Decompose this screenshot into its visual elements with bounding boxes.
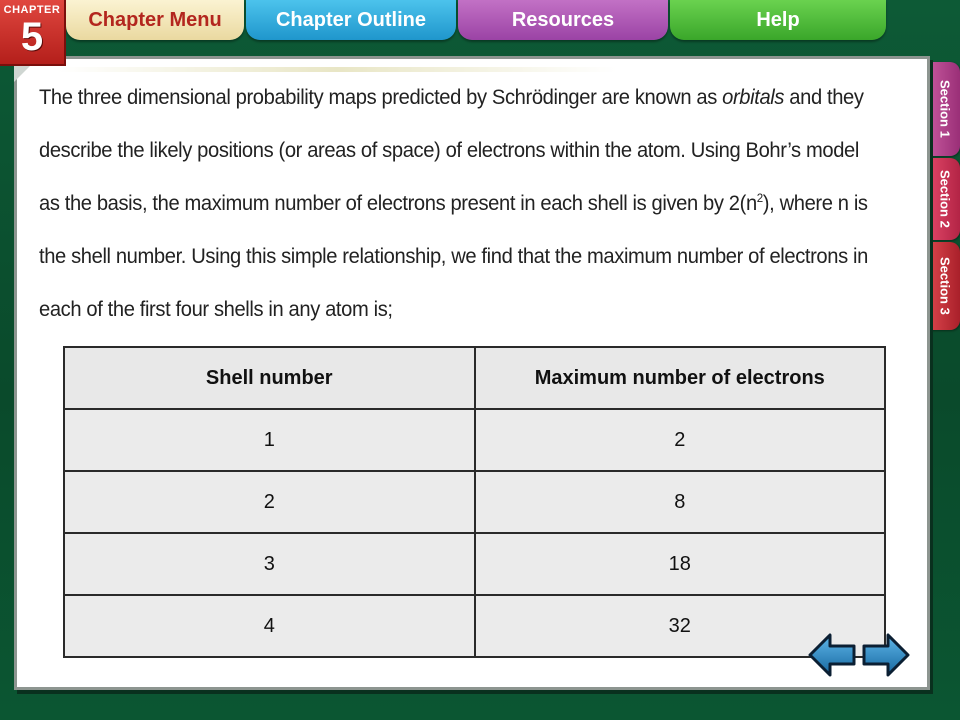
chapter-number: 5: [20, 15, 44, 59]
chapter-label: CHAPTER: [3, 4, 61, 16]
content-panel: [14, 56, 930, 690]
table-header-shell: Shell number: [64, 347, 475, 409]
table-row: [64, 533, 885, 595]
table-header-max-electrons: Maximum number of electrons: [475, 347, 886, 409]
table-row: [64, 595, 885, 657]
table-header-row: [64, 347, 885, 409]
table-row: [64, 471, 885, 533]
tab-chapter-outline[interactable]: Chapter Outline: [246, 0, 456, 40]
paragraph-superscript: 2: [756, 191, 763, 205]
section-tab-1[interactable]: Section 1: [930, 62, 960, 156]
table-cell: 18: [475, 533, 886, 595]
table-cell: 3: [64, 533, 475, 595]
shell-table: [63, 346, 886, 658]
chapter-badge[interactable]: [0, 0, 66, 66]
right-arrow-icon[interactable]: [862, 632, 910, 678]
section-tab-2[interactable]: Section 2: [930, 158, 960, 240]
section-tab-3[interactable]: Section 3: [930, 242, 960, 330]
table-cell: 4: [64, 595, 475, 657]
tab-help[interactable]: Help: [670, 0, 886, 40]
table-cell: 1: [64, 409, 475, 471]
tab-resources[interactable]: Resources: [458, 0, 668, 40]
body-paragraph: [39, 71, 874, 336]
paragraph-text-3: ), where n is the shell number. Using this simple relationship, we find that the maximum number of electrons in each of the first four shells in any atom is;: [39, 192, 868, 321]
paragraph-emphasis: orbitals: [722, 86, 785, 109]
tab-chapter-menu[interactable]: Chapter Menu: [66, 0, 244, 40]
left-arrow-icon[interactable]: [808, 632, 856, 678]
paragraph-text-1: The three dimensional probability maps predicted by Schrödinger are known as: [39, 86, 723, 109]
table-row: [64, 409, 885, 471]
table-cell: 2: [64, 471, 475, 533]
table-cell: 2: [475, 409, 886, 471]
paragraph-text-2: and they describe the likely positions (or areas of space) of electrons within the atom. Using Bohr’s model as the basis, the maximum number of electrons present in each shell is given by 2(n: [39, 86, 864, 215]
table-cell: 32: [475, 595, 886, 657]
table-cell: 8: [475, 471, 886, 533]
